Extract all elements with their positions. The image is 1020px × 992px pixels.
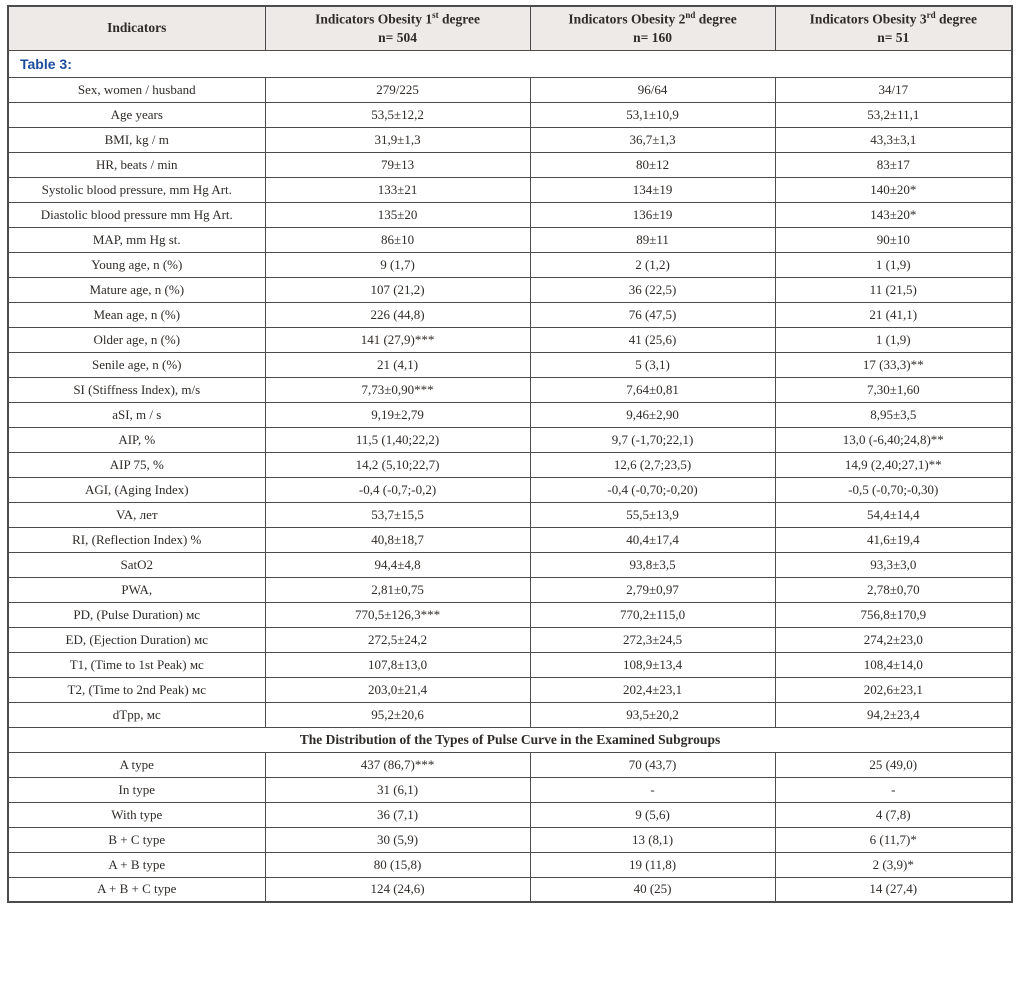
table-row — [8, 627, 1012, 652]
table-row — [8, 202, 1012, 227]
column-header-text: Indicators Obesity 3 — [809, 11, 927, 27]
indicator-cell: MAP, mm Hg st. — [8, 227, 265, 252]
ordinal-superscript: nd — [685, 10, 696, 21]
table-row — [8, 527, 1012, 552]
table-row — [8, 652, 1012, 677]
column-header-obesity-2 — [530, 6, 775, 50]
column-header-obesity-1 — [265, 6, 530, 50]
column-header-obesity-3 — [775, 6, 1012, 50]
table-row — [8, 252, 1012, 277]
value-cell: 9,7 (-1,70;22,1) — [530, 427, 775, 452]
table-row — [8, 552, 1012, 577]
value-cell: 54,4±14,4 — [775, 502, 1012, 527]
table-row — [8, 152, 1012, 177]
table-body-main — [8, 77, 1012, 727]
table-row — [8, 77, 1012, 102]
value-cell: 86±10 — [265, 227, 530, 252]
caption-row — [8, 50, 1012, 77]
indicator-cell: BMI, kg / m — [8, 127, 265, 152]
value-cell: 43,3±3,1 — [775, 127, 1012, 152]
value-cell: 40,8±18,7 — [265, 527, 530, 552]
indicator-cell: In type — [8, 777, 265, 802]
table-row — [8, 852, 1012, 877]
value-cell: 770,2±115,0 — [530, 602, 775, 627]
value-cell: 1 (1,9) — [775, 327, 1012, 352]
value-cell: -0,4 (-0,7;-0,2) — [265, 477, 530, 502]
indicator-cell: aSI, m / s — [8, 402, 265, 427]
table-row — [8, 877, 1012, 902]
value-cell: 6 (11,7)* — [775, 827, 1012, 852]
value-cell: 272,3±24,5 — [530, 627, 775, 652]
value-cell: 14,2 (5,10;22,7) — [265, 452, 530, 477]
table-header — [8, 6, 1012, 50]
value-cell: 756,8±170,9 — [775, 602, 1012, 627]
value-cell: 7,30±1,60 — [775, 377, 1012, 402]
indicator-cell: HR, beats / min — [8, 152, 265, 177]
value-cell: 11 (21,5) — [775, 277, 1012, 302]
column-header-text: Indicators Obesity 2 — [568, 11, 686, 27]
value-cell: 89±11 — [530, 227, 775, 252]
column-header-text: degree — [695, 11, 737, 27]
indicator-cell: SatO2 — [8, 552, 265, 577]
section-header-row — [8, 727, 1012, 752]
column-header-n: n= 504 — [378, 30, 417, 45]
value-cell: 13,0 (-6,40;24,8)** — [775, 427, 1012, 452]
value-cell: 19 (11,8) — [530, 852, 775, 877]
value-cell: 30 (5,9) — [265, 827, 530, 852]
value-cell: 2,81±0,75 — [265, 577, 530, 602]
value-cell: 36 (22,5) — [530, 277, 775, 302]
indicator-cell: ED, (Ejection Duration) мс — [8, 627, 265, 652]
indicator-cell: Age years — [8, 102, 265, 127]
value-cell: 40,4±17,4 — [530, 527, 775, 552]
indicator-cell: Diastolic blood pressure mm Hg Art. — [8, 202, 265, 227]
value-cell: 133±21 — [265, 177, 530, 202]
value-cell: 770,5±126,3*** — [265, 602, 530, 627]
value-cell: 25 (49,0) — [775, 752, 1012, 777]
value-cell: 279/225 — [265, 77, 530, 102]
value-cell: 79±13 — [265, 152, 530, 177]
column-header-indicators — [8, 6, 265, 50]
indicator-cell: PD, (Pulse Duration) мс — [8, 602, 265, 627]
indicator-cell: Mature age, n (%) — [8, 277, 265, 302]
value-cell: 9 (5,6) — [530, 802, 775, 827]
value-cell: 12,6 (2,7;23,5) — [530, 452, 775, 477]
table-row — [8, 452, 1012, 477]
column-header-text: Indicators Obesity 1 — [315, 11, 433, 27]
value-cell: 226 (44,8) — [265, 302, 530, 327]
value-cell: 11,5 (1,40;22,2) — [265, 427, 530, 452]
indicator-cell: SI (Stiffness Index), m/s — [8, 377, 265, 402]
indicator-cell: T2, (Time to 2nd Peak) мс — [8, 677, 265, 702]
value-cell: 70 (43,7) — [530, 752, 775, 777]
value-cell: 36 (7,1) — [265, 802, 530, 827]
indicator-cell: Older age, n (%) — [8, 327, 265, 352]
value-cell: 31 (6,1) — [265, 777, 530, 802]
column-header-text: degree — [935, 11, 977, 27]
value-cell: - — [775, 777, 1012, 802]
table-row — [8, 227, 1012, 252]
indicator-cell: A type — [8, 752, 265, 777]
value-cell: 96/64 — [530, 77, 775, 102]
value-cell: 31,9±1,3 — [265, 127, 530, 152]
value-cell: 7,73±0,90*** — [265, 377, 530, 402]
indicator-cell: A + B type — [8, 852, 265, 877]
table-row — [8, 702, 1012, 727]
value-cell: 202,4±23,1 — [530, 677, 775, 702]
indicator-cell: Young age, n (%) — [8, 252, 265, 277]
value-cell: 55,5±13,9 — [530, 502, 775, 527]
value-cell: 83±17 — [775, 152, 1012, 177]
value-cell: 272,5±24,2 — [265, 627, 530, 652]
value-cell: 17 (33,3)** — [775, 352, 1012, 377]
value-cell: 93,3±3,0 — [775, 552, 1012, 577]
table-caption: Table 3: — [8, 50, 1012, 77]
ordinal-superscript: rd — [926, 10, 936, 21]
indicator-cell: AIP, % — [8, 427, 265, 452]
table-row — [8, 352, 1012, 377]
table-row — [8, 402, 1012, 427]
table-row — [8, 602, 1012, 627]
value-cell: 14 (27,4) — [775, 877, 1012, 902]
value-cell: 203,0±21,4 — [265, 677, 530, 702]
value-cell: 21 (41,1) — [775, 302, 1012, 327]
value-cell: 8,95±3,5 — [775, 402, 1012, 427]
table-row — [8, 102, 1012, 127]
value-cell: 34/17 — [775, 77, 1012, 102]
indicator-cell: Mean age, n (%) — [8, 302, 265, 327]
table-row — [8, 577, 1012, 602]
value-cell: 7,64±0,81 — [530, 377, 775, 402]
value-cell: 9 (1,7) — [265, 252, 530, 277]
indicator-cell: Systolic blood pressure, mm Hg Art. — [8, 177, 265, 202]
indicator-cell: AIP 75, % — [8, 452, 265, 477]
column-header-text: Indicators — [107, 20, 167, 36]
value-cell: 202,6±23,1 — [775, 677, 1012, 702]
value-cell: 36,7±1,3 — [530, 127, 775, 152]
value-cell: 90±10 — [775, 227, 1012, 252]
indicator-cell: Senile age, n (%) — [8, 352, 265, 377]
value-cell: 107,8±13,0 — [265, 652, 530, 677]
indicator-cell: Sex, women / husband — [8, 77, 265, 102]
table-row — [8, 127, 1012, 152]
table-row — [8, 177, 1012, 202]
value-cell: 93,5±20,2 — [530, 702, 775, 727]
value-cell: 14,9 (2,40;27,1)** — [775, 452, 1012, 477]
value-cell: 94,2±23,4 — [775, 702, 1012, 727]
value-cell: 134±19 — [530, 177, 775, 202]
column-header-n: n= 51 — [877, 30, 910, 45]
indicator-cell: AGI, (Aging Index) — [8, 477, 265, 502]
table-row — [8, 502, 1012, 527]
value-cell: -0,4 (-0,70;-0,20) — [530, 477, 775, 502]
indicator-cell: A + B + C type — [8, 877, 265, 902]
value-cell: 80±12 — [530, 152, 775, 177]
value-cell: 2 (3,9)* — [775, 852, 1012, 877]
value-cell: 53,2±11,1 — [775, 102, 1012, 127]
value-cell: 4 (7,8) — [775, 802, 1012, 827]
value-cell: 13 (8,1) — [530, 827, 775, 852]
value-cell: 108,9±13,4 — [530, 652, 775, 677]
value-cell: 53,7±15,5 — [265, 502, 530, 527]
section-header: The Distribution of the Types of Pulse Curve in the Examined Subgroups — [8, 727, 1012, 752]
table-row — [8, 827, 1012, 852]
indicator-cell: T1, (Time to 1st Peak) мс — [8, 652, 265, 677]
value-cell: -0,5 (-0,70;-0,30) — [775, 477, 1012, 502]
indicator-cell: B + C type — [8, 827, 265, 852]
value-cell: 21 (4,1) — [265, 352, 530, 377]
indicator-cell: dTpp, мс — [8, 702, 265, 727]
table-body-section — [8, 752, 1012, 902]
value-cell: 40 (25) — [530, 877, 775, 902]
table-row — [8, 302, 1012, 327]
indicator-cell: PWA, — [8, 577, 265, 602]
value-cell: 437 (86,7)*** — [265, 752, 530, 777]
column-header-n: n= 160 — [633, 30, 672, 45]
value-cell: 135±20 — [265, 202, 530, 227]
table-row — [8, 752, 1012, 777]
value-cell: 53,5±12,2 — [265, 102, 530, 127]
value-cell: 136±19 — [530, 202, 775, 227]
ordinal-superscript: st — [432, 10, 439, 21]
table-row — [8, 802, 1012, 827]
value-cell: 107 (21,2) — [265, 277, 530, 302]
indicator-cell: RI, (Reflection Index) % — [8, 527, 265, 552]
value-cell: 1 (1,9) — [775, 252, 1012, 277]
value-cell: 274,2±23,0 — [775, 627, 1012, 652]
value-cell: 9,19±2,79 — [265, 402, 530, 427]
value-cell: 5 (3,1) — [530, 352, 775, 377]
table-row — [8, 477, 1012, 502]
value-cell: 95,2±20,6 — [265, 702, 530, 727]
indicator-cell: With type — [8, 802, 265, 827]
value-cell: 2,78±0,70 — [775, 577, 1012, 602]
value-cell: 140±20* — [775, 177, 1012, 202]
obesity-indicators-table — [7, 5, 1013, 903]
column-header-text: degree — [438, 11, 480, 27]
table-row — [8, 777, 1012, 802]
value-cell: 41,6±19,4 — [775, 527, 1012, 552]
indicator-cell: VA, лет — [8, 502, 265, 527]
value-cell: 2 (1,2) — [530, 252, 775, 277]
value-cell: 141 (27,9)*** — [265, 327, 530, 352]
value-cell: 124 (24,6) — [265, 877, 530, 902]
value-cell: - — [530, 777, 775, 802]
value-cell: 76 (47,5) — [530, 302, 775, 327]
table-row — [8, 677, 1012, 702]
value-cell: 93,8±3,5 — [530, 552, 775, 577]
value-cell: 2,79±0,97 — [530, 577, 775, 602]
value-cell: 53,1±10,9 — [530, 102, 775, 127]
table-row — [8, 327, 1012, 352]
value-cell: 108,4±14,0 — [775, 652, 1012, 677]
table-row — [8, 377, 1012, 402]
value-cell: 94,4±4,8 — [265, 552, 530, 577]
value-cell: 9,46±2,90 — [530, 402, 775, 427]
value-cell: 41 (25,6) — [530, 327, 775, 352]
value-cell: 80 (15,8) — [265, 852, 530, 877]
table-row — [8, 277, 1012, 302]
value-cell: 143±20* — [775, 202, 1012, 227]
header-row — [8, 6, 1012, 50]
table-row — [8, 427, 1012, 452]
